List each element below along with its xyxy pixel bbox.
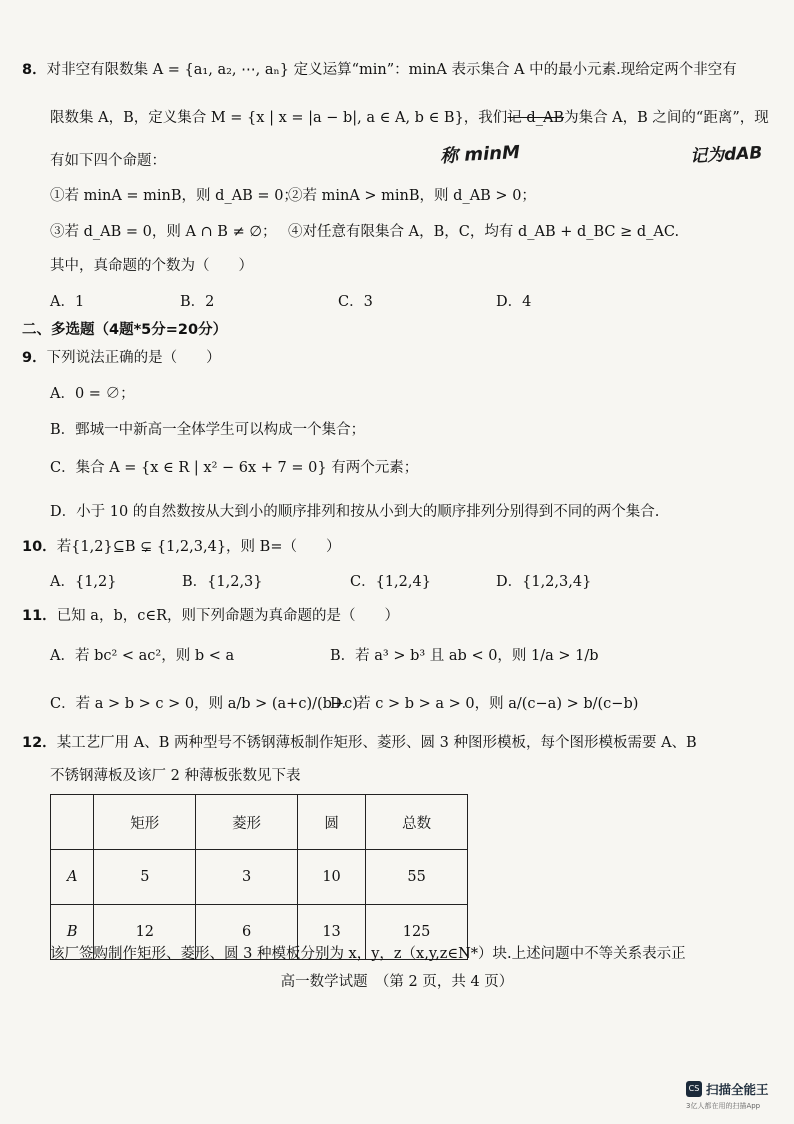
table-cell: 12 xyxy=(94,905,196,960)
q8-prop4: ④对任意有限集合 A，B，C，均有 d_AB + d_BC ≥ d_AC. xyxy=(288,224,680,240)
q8-ask: 其中，真命题的个数为（ ） xyxy=(50,258,253,274)
q12-line2: 不锈钢薄板及该厂 2 种薄板张数见下表 xyxy=(50,768,301,784)
table-cell: 13 xyxy=(297,905,365,960)
table-header-row xyxy=(51,795,468,850)
q10-option-a: A．{1,2} xyxy=(50,574,117,590)
section-multi-choice: 二、多选题（4题*5分=20分） xyxy=(22,322,228,338)
q8-line3: 有如下四个命题： xyxy=(50,153,166,169)
q8-prop2: ②若 minA > minB，则 d_AB > 0； xyxy=(288,188,536,204)
table-cell: 55 xyxy=(366,850,468,905)
table-row xyxy=(51,850,468,905)
scanner-app-tagline: 3亿人都在用的扫描App xyxy=(686,1102,761,1110)
q8-option-d: D．4 xyxy=(496,294,532,310)
q9-option-a: A．0 = ∅； xyxy=(50,386,135,402)
table-cell: 10 xyxy=(297,850,365,905)
q11-option-b: B．若 a³ > b³ 且 ab < 0，则 1/a > 1/b xyxy=(330,648,599,664)
q11-stem: 11．已知 a，b，c∈R，则下列命题为真命题的是（ ） xyxy=(22,608,399,624)
table-cell: 5 xyxy=(94,850,196,905)
q8-option-b: B．2 xyxy=(180,294,215,310)
table-header-cell xyxy=(51,795,94,850)
q9-option-c: C．集合 A = {x ∈ R | x² − 6x + 7 = 0} 有两个元素； xyxy=(50,460,419,476)
q8-prop1: ①若 minA = minB，则 d_AB = 0； xyxy=(50,188,298,204)
table-cell: 3 xyxy=(196,850,298,905)
q9-option-d: D．小于 10 的自然数按从大到小的顺序排列和按从小到大的顺序排列分别得到不同的两个集合. xyxy=(50,504,660,520)
q9-stem: 9．下列说法正确的是（ ） xyxy=(22,350,221,366)
page-footer: 高一数学试题 （第 2 页，共 4 页） xyxy=(280,974,514,990)
q11-option-a: A．若 bc² < ac²，则 b < a xyxy=(50,648,235,664)
q8-option-c: C．3 xyxy=(338,294,373,310)
q10-option-d: D．{1,2,3,4} xyxy=(496,574,592,590)
q8-option-a: A．1 xyxy=(50,294,85,310)
q10-option-b: B．{1,2,3} xyxy=(182,574,263,590)
table-cell: 6 xyxy=(196,905,298,960)
q10-stem: 10．若{1,2}⊆B ⊊ {1,2,3,4}，则 B=（ ） xyxy=(22,539,341,555)
table-header-cell: 矩形 xyxy=(94,795,196,850)
table-header-cell: 圆 xyxy=(297,795,365,850)
table-cell: 125 xyxy=(366,905,468,960)
scanner-app-name: 扫描全能王 xyxy=(706,1082,769,1097)
q8-line1: 8．对非空有限数集 A = {a₁, a₂, ⋯, aₙ} 定义运算“min”：minA 表示集合 A 中的最小元素.现给定两个非空有 xyxy=(22,62,737,78)
q12-table xyxy=(50,794,468,960)
table-cell: A xyxy=(51,850,94,905)
handwritten-note-2: 记为dAB xyxy=(689,143,763,167)
q11-option-c: C．若 a > b > c > 0，则 a/b > (a+c)/(b+c) xyxy=(50,696,358,712)
q12-line3: 该厂签购制作矩形、菱形、圆 3 种模板分别为 x，y，z（x,y,z∈N*）块.上述问题中不等关系表示正 xyxy=(50,946,686,962)
q11-option-d: D．若 c > b > a > 0，则 a/(c−a) > b/(c−b) xyxy=(330,696,639,712)
q8-line2: 限数集 A，B，定义集合 M = {x | x = |a − b|, a ∈ A, b ∈ B}，我们记 d_AB为集合 A，B 之间的“距离”，现 xyxy=(50,110,769,126)
q9-option-b: B．鄄城一中新高一全体学生可以构成一个集合； xyxy=(50,422,366,438)
q10-option-c: C．{1,2,4} xyxy=(350,574,431,590)
table-cell: B xyxy=(51,905,94,960)
q8-prop3: ③若 d_AB = 0，则 A ∩ B ≠ ∅； xyxy=(50,224,277,240)
camscanner-logo-icon: CS xyxy=(686,1081,702,1097)
handwritten-note-1: 称 minM xyxy=(439,141,521,168)
table-header-cell: 总数 xyxy=(366,795,468,850)
table-header-cell: 菱形 xyxy=(196,795,298,850)
q12-line1: 12．某工艺厂用 A、B 两种型号不锈钢薄板制作矩形、菱形、圆 3 种图形模板，每个图形模板需要 A、B xyxy=(22,735,697,751)
